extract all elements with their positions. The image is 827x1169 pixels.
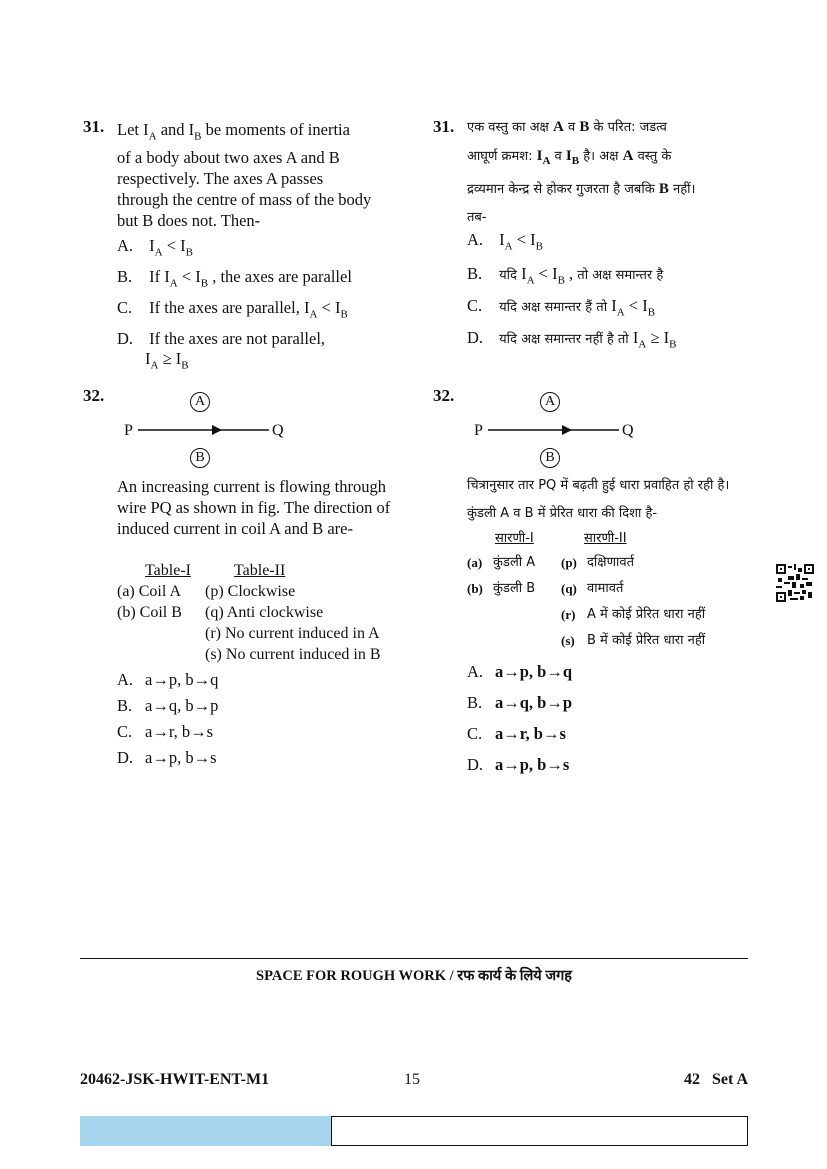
paper-code: 20462-JSK-HWIT-ENT-M1	[80, 1071, 270, 1088]
coil-b: B	[190, 448, 210, 468]
coil-a: A	[190, 392, 210, 412]
q31-option-a-en[interactable]: A. $I_A < I_B$	[117, 236, 193, 259]
q32-option-d-hi[interactable]: D. a→p, b→s	[467, 755, 570, 774]
q32-option-b-hi[interactable]: B. a→q, b→p	[467, 693, 573, 712]
q32-option-a-hi[interactable]: A. a→p, b→q	[467, 662, 573, 681]
q31-option-b-hi[interactable]: B. यदि $I_A < I_B$ , तो अक्ष समान्तर है	[467, 264, 664, 287]
table2-header: सारणी-II	[584, 531, 627, 546]
q32-stem-en-text: An increasing current is flowing through wire PQ as shown in fig. The direction of induced current in coil A and B are-	[117, 477, 391, 538]
q32-option-c-hi[interactable]: C. a→r, b→s	[467, 724, 566, 743]
q32-option-b-en[interactable]: B. a→q, b→p	[117, 696, 219, 715]
q31-option-a-hi[interactable]: A. $I_A < I_B$	[467, 230, 543, 253]
q31-option-c-hi[interactable]: C. यदि अक्ष समान्तर हैं तो $I_A < I_B$	[467, 296, 656, 319]
q32-number-en: 32.	[83, 386, 105, 405]
wire-end-p: P	[124, 422, 133, 439]
q32-figure-hi	[470, 390, 650, 470]
wire-pq-arrow	[136, 423, 271, 437]
table2-header: Table-II	[234, 562, 286, 579]
table-row: (r) No current induced in A	[205, 625, 380, 642]
page-number: 15	[404, 1071, 420, 1088]
table-row: (a) कुंडली A (p) दक्षिणावर्त	[467, 555, 634, 570]
q32-number-hi: 32.	[433, 386, 455, 405]
q31-number-en: 31.	[83, 117, 105, 136]
option-label: A.	[117, 236, 134, 255]
q31-option-d-hi[interactable]: D. यदि अक्ष समान्तर नहीं है तो $I_A \ge I_B$	[467, 328, 677, 351]
q31-number-hi: 31.	[433, 117, 455, 136]
table-row: (a) Coil A (p) Clockwise	[117, 583, 296, 600]
footer-bar-fill	[80, 1116, 331, 1146]
table1-header: सारणी-I	[495, 531, 534, 546]
q31-option-c-en[interactable]: C. If the axes are parallel, $I_A < I_B$	[117, 298, 348, 321]
wire-pq-arrow	[486, 423, 621, 437]
q32-option-c-en[interactable]: C. a→r, b→s	[117, 722, 214, 741]
q32-match-table-hi: सारणी-I सारणी-II (a) कुंडली A (p) दक्षिणावर्त (b) कुंडली B (q) वामावर्त (r) A में कोई प्रेरित धारा नहीं (s) B में कोई प्रेरित धारा नहीं	[467, 527, 767, 657]
table-row: (b) कुंडली B (q) वामावर्त	[467, 581, 624, 596]
set-label: 42 Set A	[684, 1071, 748, 1088]
qr-code-icon	[776, 564, 814, 602]
q32-match-table-en	[117, 560, 417, 665]
q32-option-d-en[interactable]: D. a→p, b→s	[117, 748, 217, 767]
coil-a: A	[540, 392, 560, 412]
q31-stem-en: Let $I_A$ and $I_B$ be moments of inertia of a body about two axes A and B respectively. The axes A passes through the centre of mass of the body but B does not. Then-	[117, 120, 372, 231]
q31-option-b-en[interactable]: B. If $I_A < I_B$ , the axes are parallel	[117, 267, 352, 290]
q31-option-d-en[interactable]: D. If the axes are not parallel, $I_A \ge I_B$	[117, 329, 326, 372]
table1-header: Table-I	[145, 562, 191, 579]
q32-option-a-en[interactable]: A. a→p, b→q	[117, 670, 219, 689]
divider	[80, 958, 748, 959]
footer-bar-box	[331, 1116, 748, 1146]
rough-work-label: SPACE FOR ROUGH WORK / रफ कार्य के लिये जगह	[256, 968, 572, 984]
q32-figure-en	[120, 390, 300, 470]
wire-end-q: Q	[622, 422, 634, 439]
option-label: B.	[117, 267, 133, 286]
q32-stem-en	[117, 476, 402, 539]
table-row: (b) Coil B (q) Anti clockwise	[117, 604, 324, 621]
q31-stem-hi: एक वस्तु का अक्ष A व B के परित: जडत्व आघूर्ण क्रमश: $I_A$ व $I_B$ है। अक्ष A वस्तु के द्रव्यमान केन्द्र से होकर गुजरता है जबकि B नहीं। तब-	[467, 119, 696, 225]
q32-stem-hi: चित्रानुसार तार PQ में बढ़ती हुई धारा प्रवाहित हो रही है। कुंडली A व B में प्रेरित धारा की दिशा है-	[467, 478, 730, 521]
coil-b: B	[540, 448, 560, 468]
wire-end-q: Q	[272, 422, 284, 439]
option-label: C.	[117, 298, 133, 317]
option-label: D.	[117, 329, 134, 348]
wire-end-p: P	[474, 422, 483, 439]
table-row: (s) No current induced in B	[205, 646, 381, 663]
